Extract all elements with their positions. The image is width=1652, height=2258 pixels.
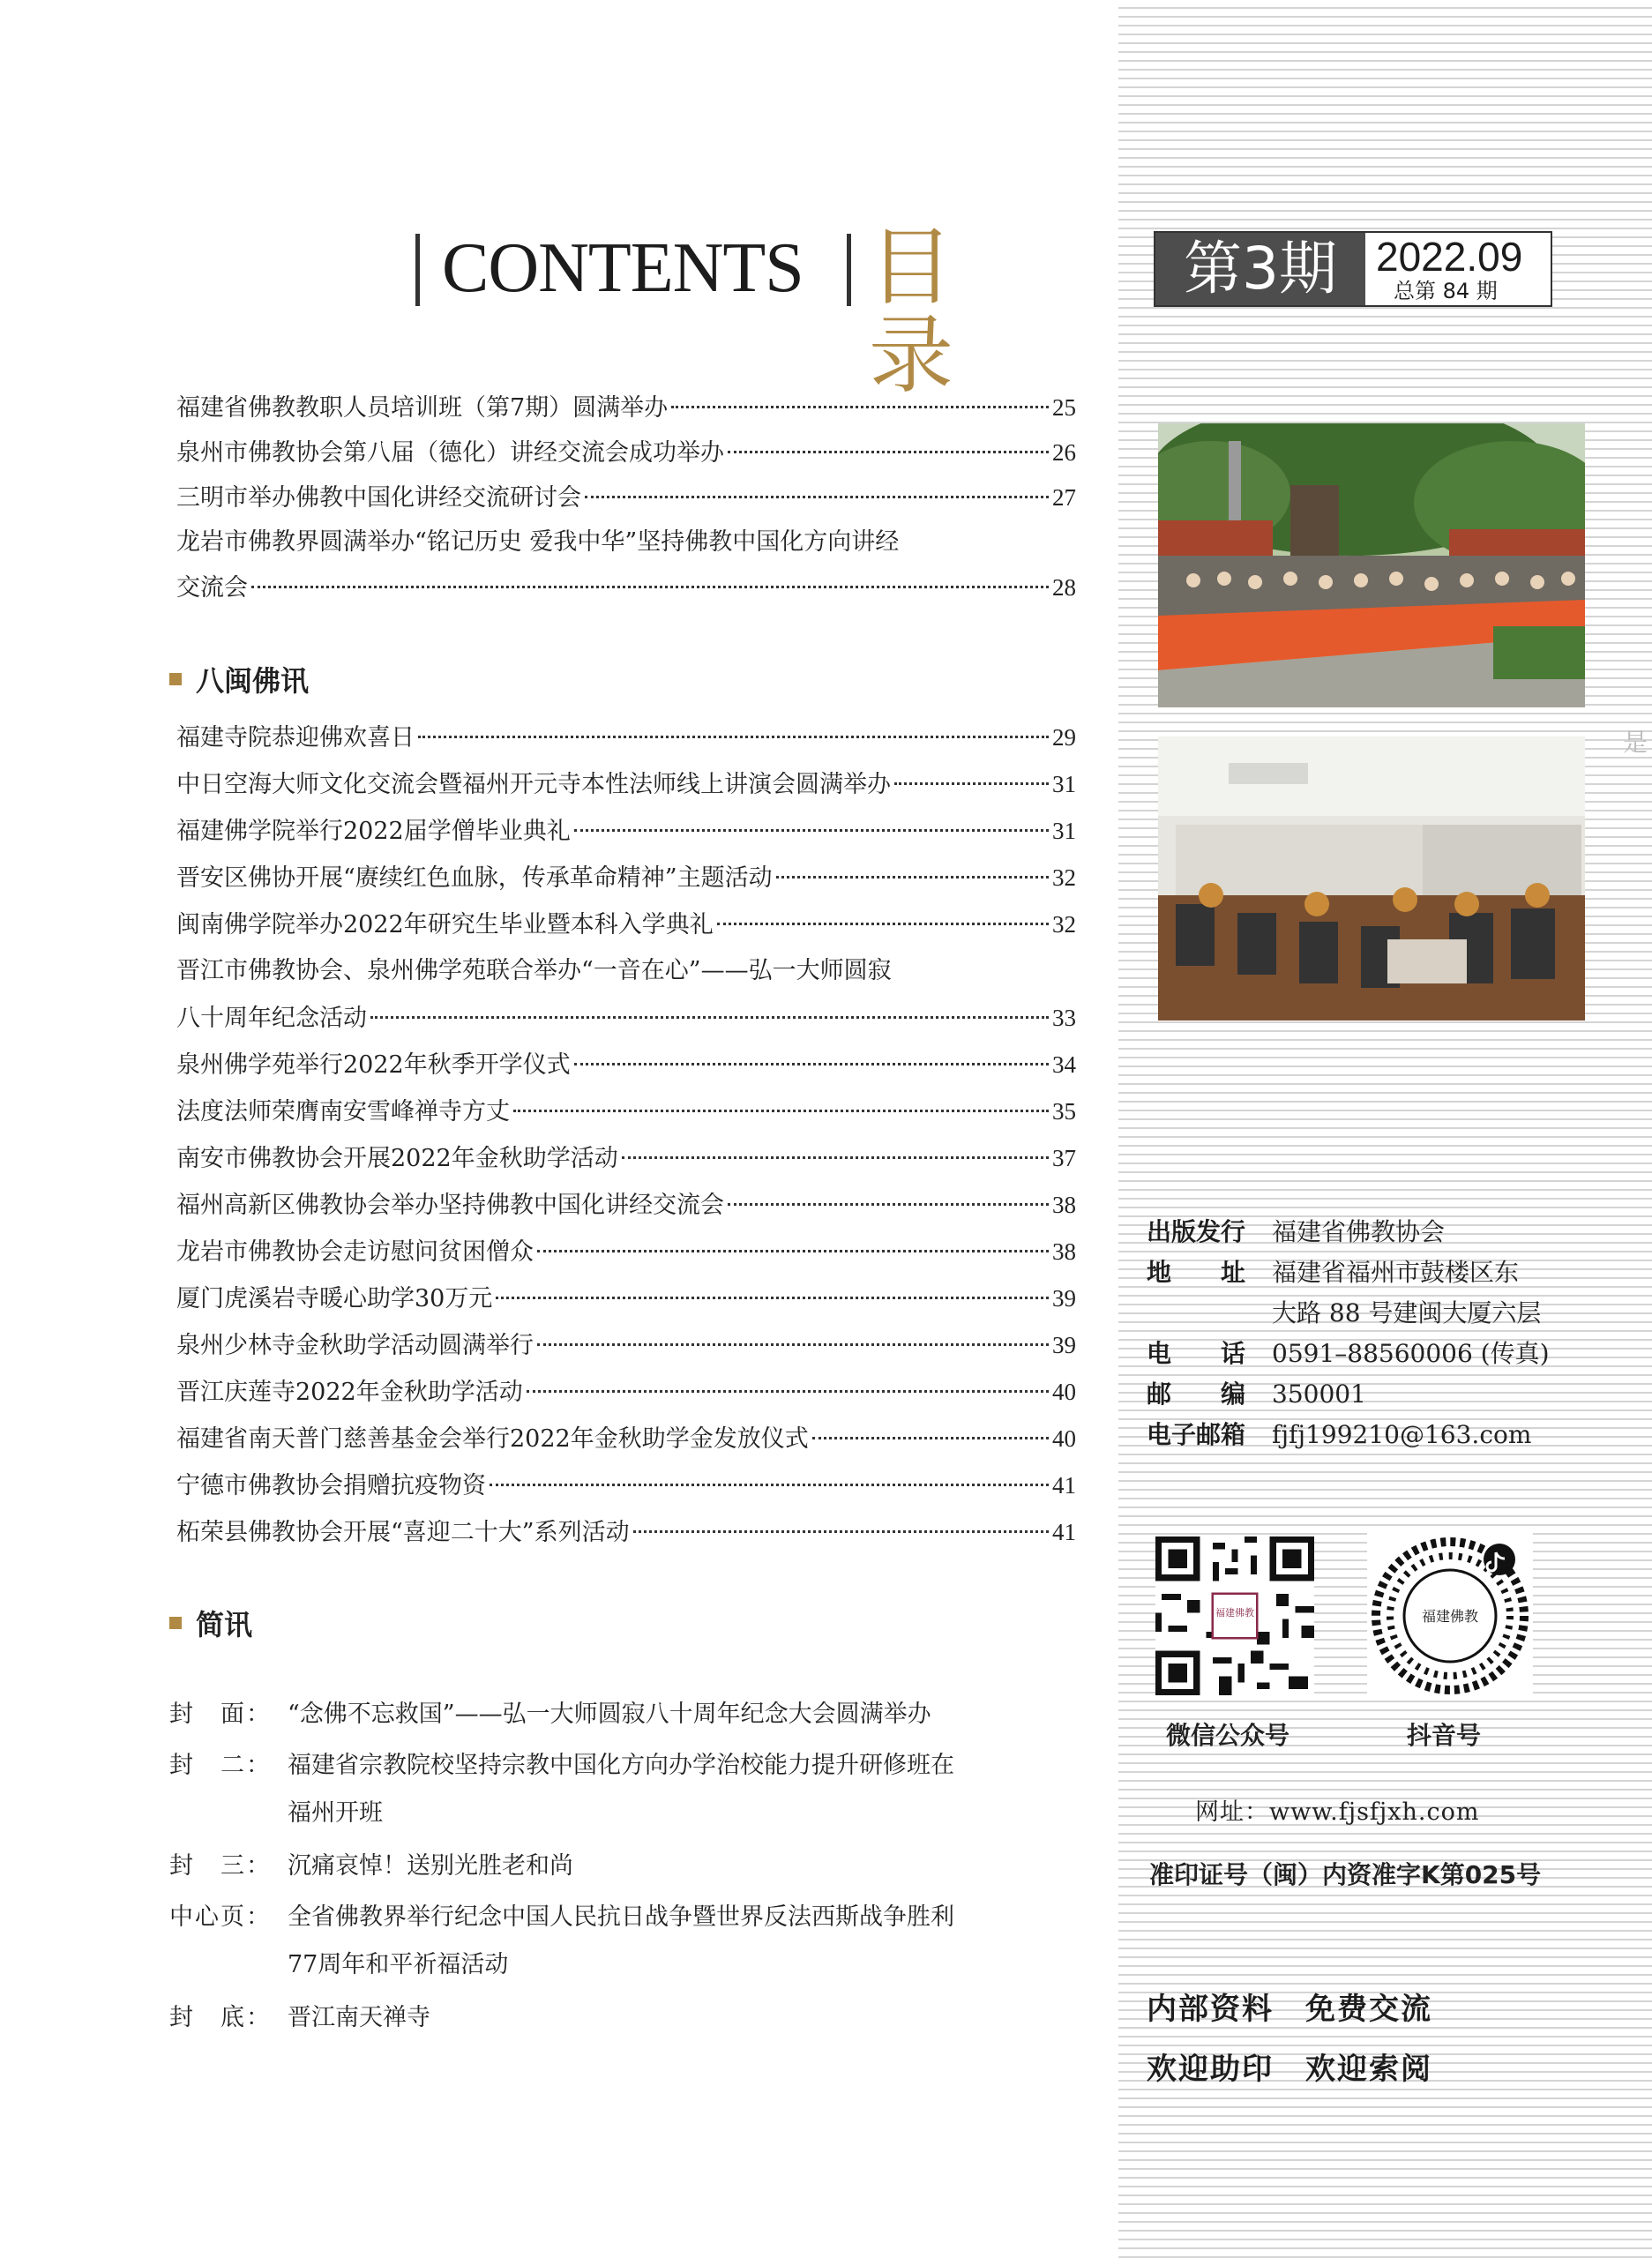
toc-item-title: 中日空海大师文化交流会暨福州开元寺本性法师线上讲演会圆满举办 [176, 771, 891, 798]
toc-leader [622, 1156, 1049, 1159]
edge-character: 是 [1623, 728, 1648, 757]
toc-item-title: 八十周年纪念活动 [176, 1005, 367, 1032]
toc-item-page: 28 [1052, 574, 1076, 601]
toc-leader [251, 586, 1049, 588]
publisher-row [1147, 1374, 1366, 1415]
toc-item-page: 41 [1052, 1519, 1076, 1545]
issue-date: 2022.09 [1376, 234, 1523, 280]
toc-item-title: 泉州佛学苑举行2022年秋季开学仪式 [176, 1051, 571, 1079]
toc-item-page: 40 [1052, 1379, 1076, 1405]
website[interactable]: 网址：www.fjsfjxh.com [1195, 1798, 1480, 1826]
toc-leader [513, 1110, 1049, 1112]
toc-item[interactable] [176, 813, 1076, 849]
publisher-row [1147, 1252, 1519, 1293]
print-permit: 准印证号（闽）内资准字K第025号 [1149, 1860, 1542, 1889]
toc-item-title: 三明市举办佛教中国化讲经交流研讨会 [176, 484, 581, 512]
section-square-icon [169, 673, 182, 685]
brief-item-text: 福建省宗教院校坚持宗教中国化方向办学治校能力提升研修班在 [288, 1752, 954, 1779]
photo-meeting-room [1158, 736, 1585, 1021]
publisher-value: 0591–88560006 (传真) [1272, 1339, 1550, 1368]
toc-leader [537, 1250, 1049, 1252]
publisher-value: 福建省佛教协会 [1272, 1217, 1446, 1246]
toc-item-multiline[interactable] [176, 953, 1076, 989]
issue-number: 第3期 [1155, 233, 1365, 305]
toc-item[interactable] [176, 1140, 1076, 1176]
toc-item-continued[interactable] [176, 570, 1076, 605]
section-heading-bamin: 八闽佛讯 [169, 663, 309, 699]
brief-item [169, 1697, 931, 1732]
toc-item[interactable] [176, 1374, 1076, 1409]
slogan-free: 内部资料 免费交流 [1147, 1992, 1432, 2027]
toc-item[interactable] [176, 1421, 1076, 1456]
toc-leader [574, 1063, 1049, 1065]
toc-item-page: 38 [1052, 1238, 1076, 1265]
toc-leader [537, 1343, 1049, 1346]
toc-item[interactable] [176, 390, 1076, 425]
toc-item[interactable] [176, 480, 1076, 515]
toc-item[interactable] [176, 907, 1076, 942]
toc-item-multiline[interactable] [176, 525, 1076, 560]
brief-item-label: 封 三： [169, 1852, 272, 1880]
toc-item-title: 福建省佛教教职人员培训班（第7期）圆满举办 [176, 394, 669, 422]
toc-leader [717, 923, 1049, 925]
title-bar-right [847, 234, 851, 306]
publisher-row [1147, 1415, 1531, 1455]
publisher-row [1147, 1334, 1550, 1374]
toc-leader [728, 1203, 1049, 1206]
toc-leader [671, 406, 1049, 408]
toc-item[interactable] [176, 1468, 1076, 1503]
publisher-value: 350001 [1272, 1379, 1366, 1409]
toc-leader [812, 1437, 1049, 1439]
toc-item[interactable] [176, 1514, 1076, 1550]
toc-item-page: 32 [1052, 864, 1076, 891]
title-bar-left [415, 234, 420, 306]
issue-box [1154, 231, 1552, 307]
publisher-key: 出版发行 [1147, 1217, 1246, 1246]
toc-leader [527, 1390, 1049, 1393]
toc-item-page: 40 [1052, 1425, 1076, 1452]
toc-item-page: 25 [1052, 394, 1076, 421]
mulu-title: 目录 [869, 218, 983, 405]
douyin-logo-text: 福建佛教 [1421, 1608, 1478, 1625]
publisher-key: 地 址 [1147, 1258, 1246, 1287]
photo-lecture-outdoor [1158, 423, 1585, 707]
brief-item-label: 封 底： [169, 2004, 272, 2031]
toc-item-title: 泉州少林寺金秋助学活动圆满举行 [176, 1332, 534, 1359]
contents-word: CONTENTS [442, 229, 804, 307]
brief-item [169, 2000, 430, 2036]
toc-item-title: 南安市佛教协会开展2022年金秋助学活动 [176, 1145, 618, 1172]
toc-item-title: 福建寺院恭迎佛欢喜日 [176, 724, 415, 751]
toc-item-page: 32 [1052, 911, 1076, 938]
toc-item-page: 38 [1052, 1192, 1076, 1218]
contents-header [410, 218, 1089, 405]
brief-item-text: 全省佛教界举行纪念中国人民抗日战争暨世界反法西斯战争胜利 [288, 1903, 954, 1931]
toc-leader [776, 876, 1049, 879]
toc-item-page: 26 [1052, 439, 1076, 466]
toc-item-page: 33 [1052, 1005, 1076, 1031]
toc-item-title: 法度法师荣膺南安雪峰禅寺方丈 [176, 1098, 510, 1125]
publisher-row [1147, 1293, 1541, 1334]
toc-item-page: 27 [1052, 484, 1076, 511]
toc-item[interactable] [176, 1094, 1076, 1129]
brief-item-text: 晋江南天禅寺 [288, 2004, 430, 2031]
toc-item-page: 29 [1052, 724, 1076, 751]
toc-item-title-line1: 龙岩市佛教界圆满举办“铭记历史 爱我中华”坚持佛教中国化方向讲经 [176, 528, 900, 556]
publisher-key: 电子邮箱 [1147, 1420, 1246, 1449]
toc-leader [574, 829, 1049, 832]
toc-leader [496, 1297, 1049, 1299]
publisher-key: 电 话 [1147, 1339, 1246, 1368]
brief-item-label: 封 面： [169, 1701, 272, 1728]
toc-item-title: 交流会 [176, 574, 248, 602]
toc-item-title: 龙岩市佛教协会走访慰问贫困僧众 [176, 1238, 534, 1266]
brief-item-continued [169, 1796, 383, 1831]
toc-item-title: 福州高新区佛教协会举办坚持佛教中国化讲经交流会 [176, 1192, 724, 1219]
toc-item-title: 宁德市佛教协会捐赠抗疫物资 [176, 1472, 486, 1499]
toc-item[interactable] [176, 435, 1076, 470]
toc-item-page: 31 [1052, 818, 1076, 844]
toc-item-title: 福建省南天普门慈善基金会举行2022年金秋助学金发放仪式 [176, 1425, 809, 1453]
toc-item-title: 闽南佛学院举办2022年研究生毕业暨本科入学典礼 [176, 911, 714, 938]
toc-item-title: 泉州市佛教协会第八届（德化）讲经交流会成功举办 [176, 439, 724, 467]
toc-item-title: 福建佛学院举行2022届学僧毕业典礼 [176, 818, 571, 845]
brief-item-text: 福州开班 [288, 1799, 383, 1827]
wechat-label: 微信公众号 [1166, 1721, 1290, 1750]
issue-total: 总第 84 期 [1394, 279, 1498, 303]
toc-item-title: 晋安区佛协开展“赓续红色血脉，传承革命精神”主题活动 [176, 864, 773, 892]
toc-item-page: 41 [1052, 1472, 1076, 1499]
toc-item-title: 晋江庆莲寺2022年金秋助学活动 [176, 1379, 523, 1406]
brief-item-label: 中心页： [169, 1903, 272, 1931]
toc-item-title: 柘荣县佛教协会开展“喜迎二十大”系列活动 [176, 1519, 630, 1546]
toc-item[interactable] [176, 1187, 1076, 1222]
publisher-row [1147, 1212, 1445, 1252]
brief-item-text: “念佛不忘救国”——弘一大师圆寂八十周年纪念大会圆满举办 [288, 1701, 931, 1728]
wechat-logo-text: 福建佛教 [1215, 1607, 1254, 1619]
toc-leader [370, 1016, 1049, 1019]
brief-item-label: 封 二： [169, 1752, 272, 1779]
toc-leader [418, 736, 1049, 738]
toc-item-page: 35 [1052, 1098, 1076, 1125]
toc-item[interactable] [176, 1281, 1076, 1316]
toc-item-title: 厦门虎溪岩寺暖心助学30万元 [176, 1285, 493, 1312]
brief-item [169, 1900, 954, 1935]
publisher-key: 邮 编 [1147, 1379, 1246, 1409]
brief-item-text: 沉痛哀悼！送别光胜老和尚 [288, 1852, 573, 1880]
brief-item [169, 1748, 954, 1783]
toc-item-page: 31 [1052, 771, 1076, 797]
section-heading-brief: 简讯 [169, 1607, 252, 1642]
publisher-value: 大路 88 号建闽大厦六层 [1272, 1298, 1542, 1327]
toc-item[interactable] [176, 1234, 1076, 1269]
toc-item[interactable] [176, 860, 1076, 895]
toc-leader [490, 1484, 1049, 1486]
toc-item-title-line1: 晋江市佛教协会、泉州佛学苑联合举办“一音在心”——弘一大师圆寂 [176, 957, 892, 984]
toc-leader [728, 451, 1049, 453]
toc-leader [585, 496, 1049, 498]
toc-item-page: 39 [1052, 1332, 1076, 1358]
toc-item[interactable] [176, 1000, 1076, 1036]
toc-item[interactable] [176, 1327, 1076, 1363]
publisher-value: fjfj199210@163.com [1272, 1420, 1532, 1449]
publisher-value: 福建省福州市鼓楼区东 [1272, 1258, 1520, 1287]
toc-leader [894, 782, 1049, 785]
wechat-qr-code[interactable] [1155, 1536, 1314, 1695]
toc-item-page: 37 [1052, 1145, 1076, 1171]
brief-item-text: 77周年和平祈福活动 [288, 1951, 509, 1978]
brief-item-continued [169, 1948, 508, 1983]
toc-item-page: 39 [1052, 1285, 1076, 1312]
toc-item[interactable] [176, 766, 1076, 802]
slogan-welcome: 欢迎助印 欢迎索阅 [1147, 2052, 1432, 2087]
toc-item[interactable] [176, 1047, 1076, 1082]
toc-item-page: 34 [1052, 1051, 1076, 1078]
toc-item[interactable] [176, 720, 1076, 755]
douyin-label: 抖音号 [1407, 1721, 1482, 1750]
toc-leader [633, 1530, 1049, 1533]
right-striped-panel [1118, 0, 1652, 2258]
douyin-qr-code[interactable] [1367, 1533, 1533, 1699]
brief-item [169, 1849, 573, 1884]
section-square-icon [169, 1617, 182, 1629]
